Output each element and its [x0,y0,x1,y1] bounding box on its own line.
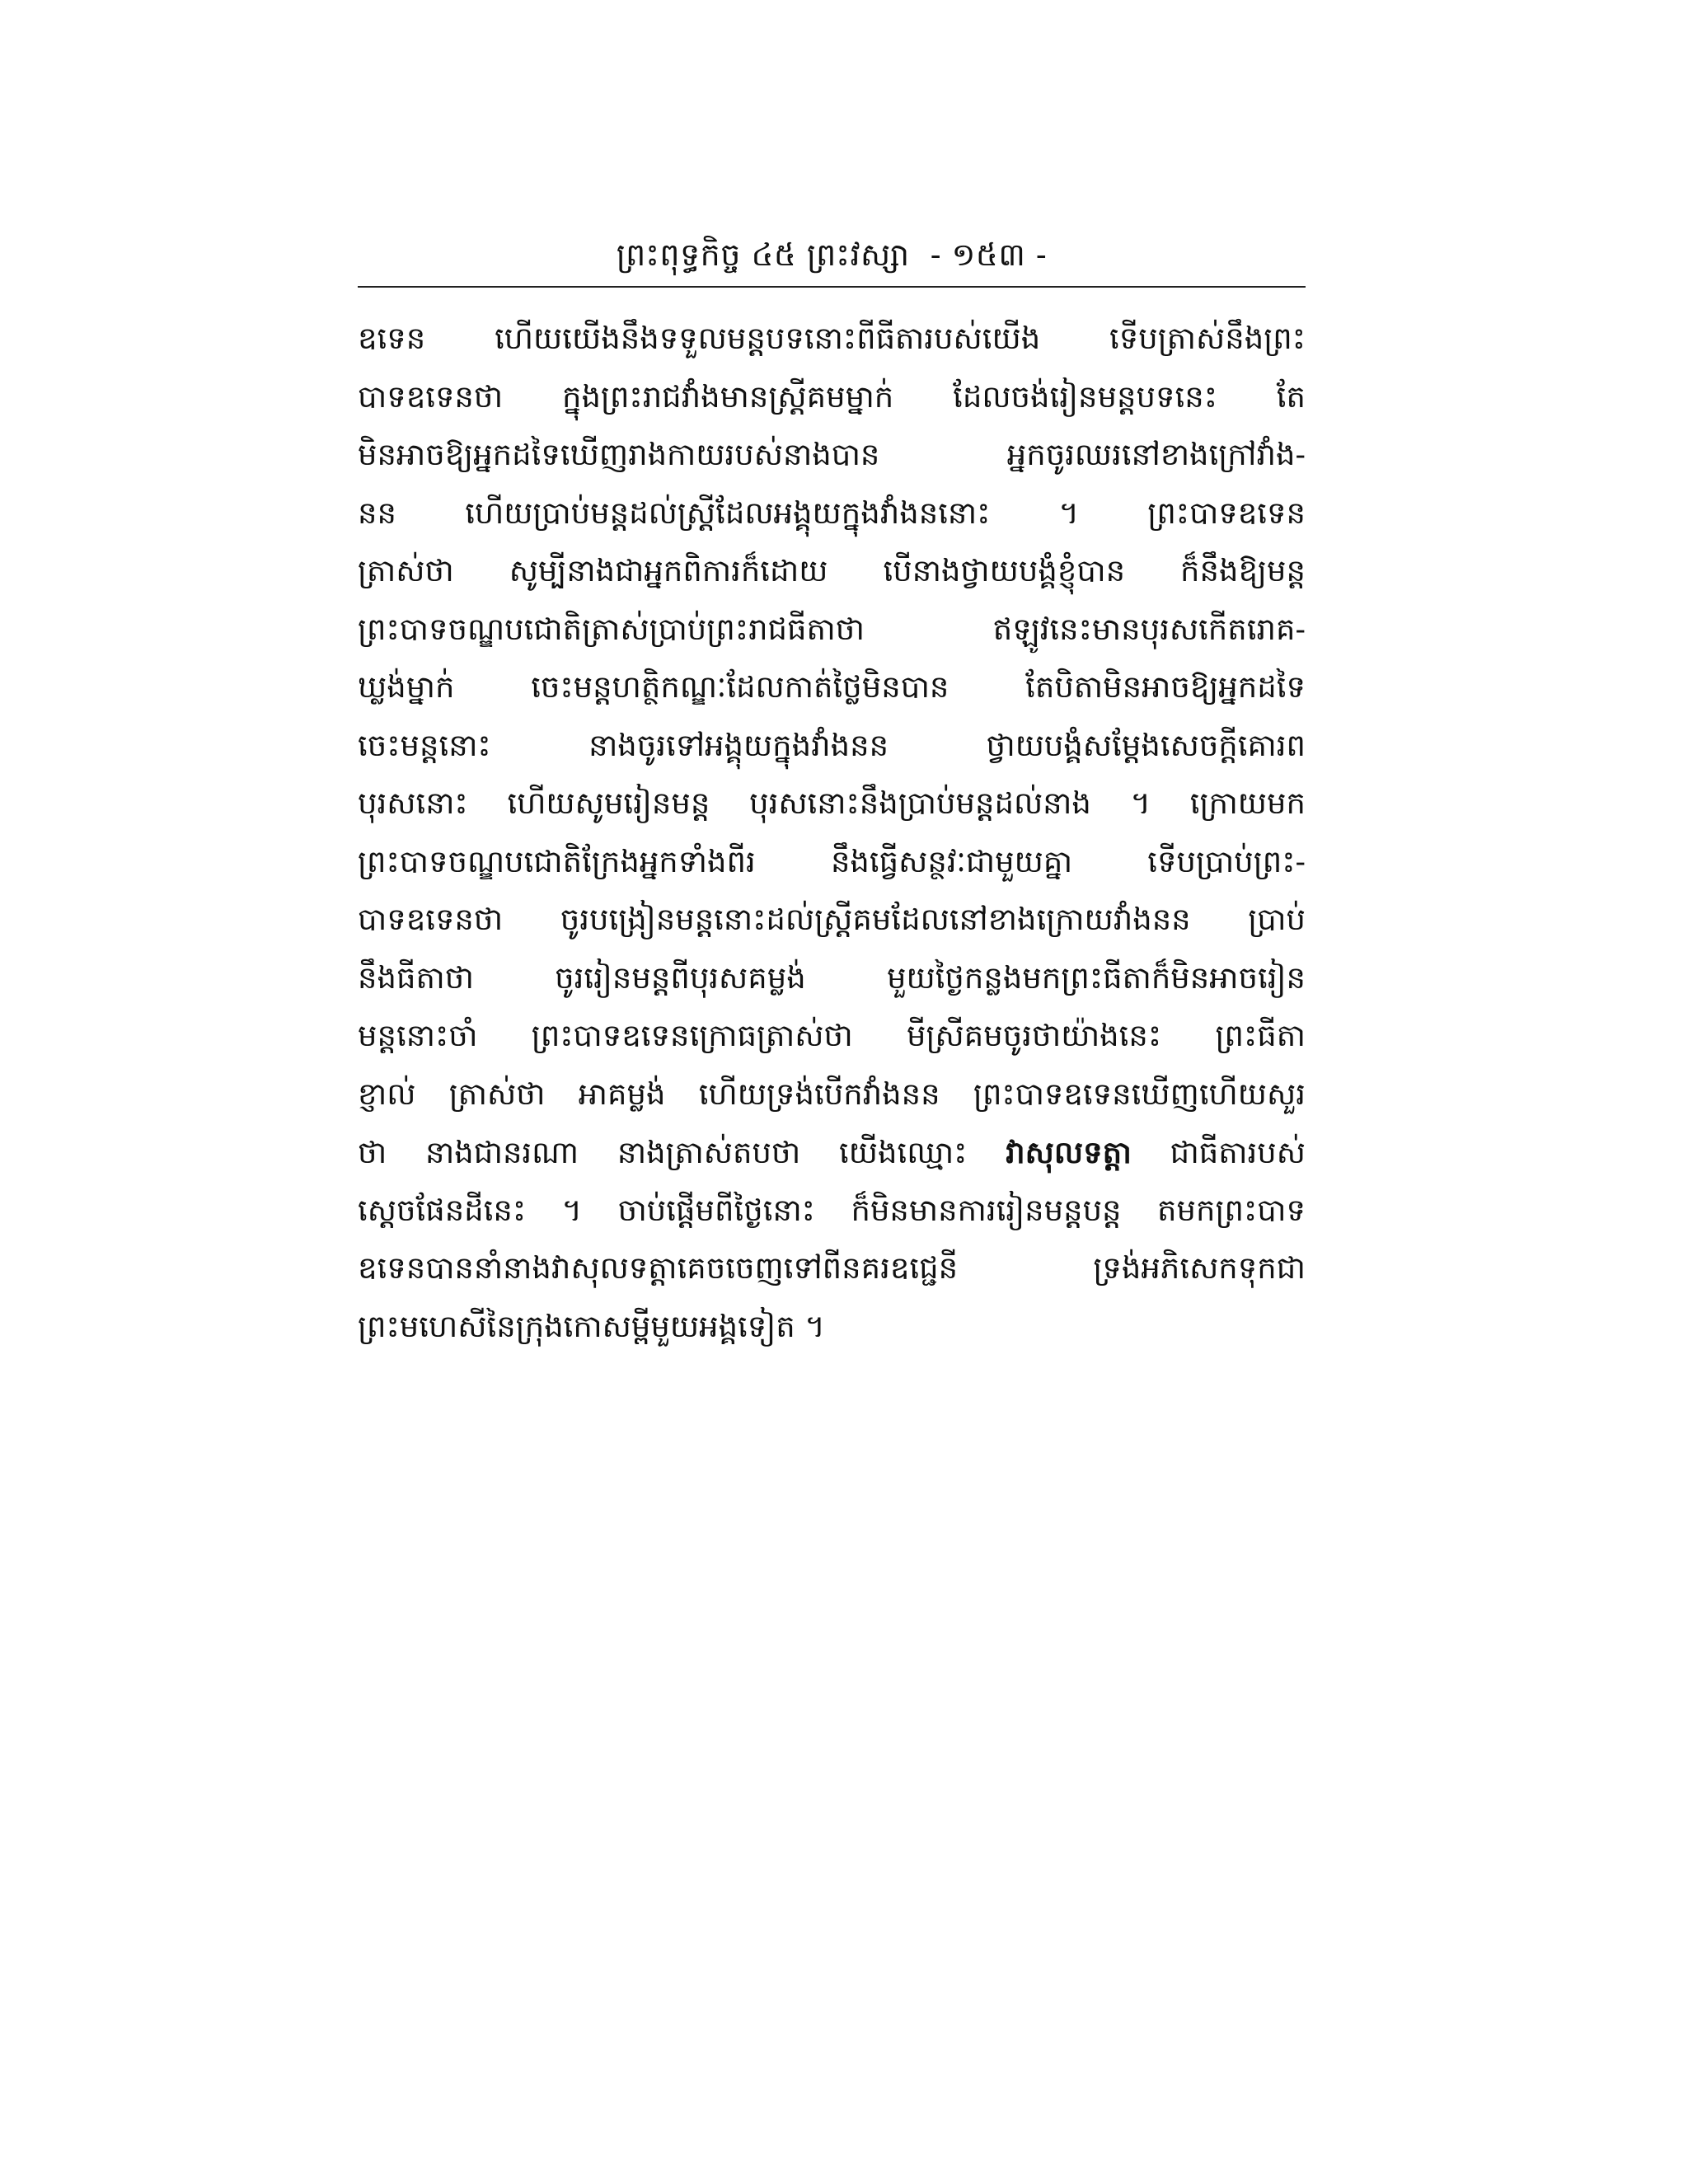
header-rule [358,286,1306,288]
line-text: ជាធីតារបស់ [1131,1135,1306,1170]
text-line: បាទឧទេនថា ចូរបង្រៀនមន្តនោះដល់ស្ត្រីគមដែលនៅខាងក្រោយវាំងនន ប្រាប់ [358,902,1306,937]
text-line: ត្រាស់ថា សូម្បីនាងជាអ្នកពិការក៏ដោយ បើនាងថ្វាយបង្គំខ្ញុំបាន ក៏នឹងឱ្យមន្ត [358,553,1306,588]
bold-name: វាសុលទត្តា [1006,1134,1132,1170]
text-line: ឃ្លង់ម្នាក់ ចេះមន្តហត្ថិកណ្ឌៈដែលកាត់ថ្លៃមិនបាន តែបិតាមិនអាចឱ្យអ្នកដទៃ [358,669,1306,705]
text-line: នន ហើយប្រាប់មន្តដល់ស្ត្រីដែលអង្គុយក្នុងវាំងននោះ ។ ព្រះបាទឧទេន [358,494,1306,531]
text-line: ព្រះបាទចណ្ឌបជោតិក្រែងអ្នកទាំងពីរ នឹងធ្វើសន្ថវៈជាមួយគ្នា ទើបប្រាប់ព្រះ- [358,843,1306,879]
text-line: ស្តេចផែនដីនេះ ។ ចាប់ផ្តើមពីថ្ងៃនោះ ក៏មិនមានការរៀនមន្តបន្ត តមកព្រះបាទ [358,1192,1306,1228]
text-line: នឹងធីតាថា ចូររៀនមន្តពីបុរសគម្លង់ មួយថ្ងៃកន្លងមកព្រះធីតាក៏មិនអាចរៀន [358,959,1306,996]
text-line: បុរសនោះ ហើយសូមរៀនមន្ត បុរសនោះនឹងប្រាប់មន្តដល់នាង ។ ក្រោយមក [358,785,1306,821]
text-line: មន្តនោះចាំ ព្រះបាទឧទេនក្រោធត្រាស់ថា មីស្រីគមចូរថាយ៉ាងនេះ ព្រះធីតា [358,1018,1306,1053]
text-line-with-name [358,1123,1306,1182]
page-number: - ១៥៣ - [930,237,1048,273]
text-line-last: ព្រះមហេសីនៃក្រុងកោសម្ពីមួយអង្គទៀត ។ [358,1308,825,1344]
text-line: ឧទេន ហើយយើងនឹងទទួលមន្តបទនោះពីធីតារបស់យើង ទើបត្រាស់នឹងព្រះ [358,321,1306,356]
text-line: ចេះមន្តនោះ នាងចូរទៅអង្គុយក្នុងវាំងនន ថ្វាយបង្គំសម្តែងសេចក្តីគោរព [358,727,1306,763]
text-line: ខ្ញាល់ ត្រាស់ថា អាគម្លង់ ហើយទ្រង់បើកវាំងនន ព្រះបាទឧទេនឃើញហើយសួរ [358,1076,1306,1112]
line-text: ថា នាងជានរណា នាងត្រាស់តបថា យើងឈ្មោះ [358,1135,1006,1170]
header-spacer [910,240,931,276]
page-header [358,233,1306,283]
body-text [358,310,1306,1356]
text-line: ព្រះបាទចណ្ឌបជោតិត្រាស់ប្រាប់ព្រះរាជធីតាថា ឥឡូវនេះមានបុរសកើតរោគ- [358,611,1306,647]
text-line: ឧទេនបាននាំនាងវាសុលទត្តាគេចចេញទៅពីនគរឧជ្ជេនី ទ្រង់អភិសេកទុកជា [358,1250,1306,1286]
text-line: មិនអាចឱ្យអ្នកដទៃឃើញរាងកាយរបស់នាងបាន អ្នកចូរឈរនៅខាងក្រៅវាំង- [358,437,1306,472]
running-title: ព្រះពុទ្ធកិច្ច ៤៥ ព្រះវស្សា [616,237,910,273]
text-line: បាទឧទេនថា ក្នុងព្រះរាជវាំងមានស្ត្រីគមម្នាក់ ដែលចង់រៀនមន្តបទនេះ តែ [358,378,1306,415]
